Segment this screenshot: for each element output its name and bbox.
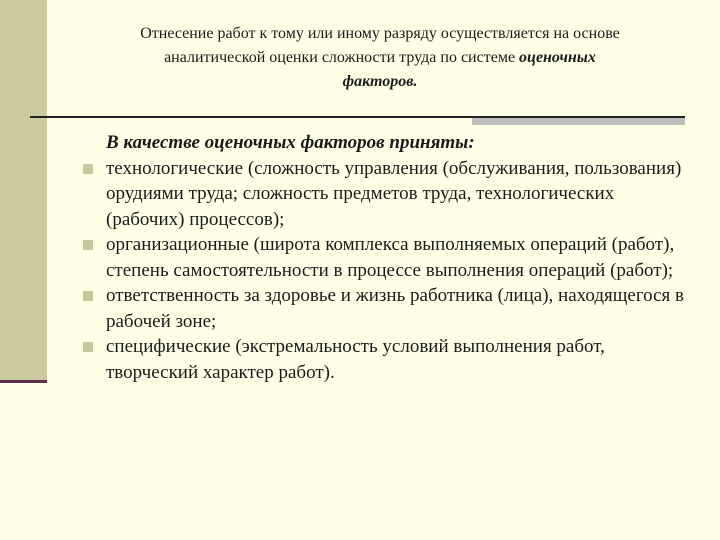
list-item: [82, 156, 692, 233]
slide-body: [82, 130, 692, 385]
list-item-text: специфические (экстремальность условий выполнения работ, творческий характер работ).: [106, 336, 605, 383]
side-decoration-line: [0, 380, 47, 383]
list-intro: В качестве оценочных факторов приняты:: [106, 132, 475, 153]
list-item: [82, 283, 692, 334]
list-item-text: организационные (широта комплекса выполняемых операций (работ), степень самостоятельности в процессе выполнения операций (работ);: [106, 234, 675, 281]
square-bullet-icon: [83, 164, 93, 174]
slide-heading: [70, 22, 690, 94]
divider-shade: [472, 118, 685, 125]
side-decoration-bar: [0, 0, 47, 380]
list-item-text: технологические (сложность управления (обслуживания, пользования) орудиями труда; сложность предметов труда, технологических (рабочих) процессов);: [106, 157, 682, 230]
factor-list: [82, 156, 692, 386]
list-item-text: ответственность за здоровье и жизнь работника (лица), находящегося в рабочей зоне;: [106, 285, 685, 332]
square-bullet-icon: [83, 342, 93, 352]
heading-line-1: Отнесение работ к тому или иному разряду осуществляется на основе: [140, 25, 620, 42]
list-item: [82, 232, 692, 283]
list-item: [82, 334, 692, 385]
square-bullet-icon: [83, 240, 93, 250]
heading-line-2: аналитической оценки сложности труда по системе: [164, 49, 516, 66]
heading-emphasis-2: факторов.: [342, 73, 418, 90]
square-bullet-icon: [83, 291, 93, 301]
heading-emphasis-1: оценочных: [519, 49, 596, 66]
